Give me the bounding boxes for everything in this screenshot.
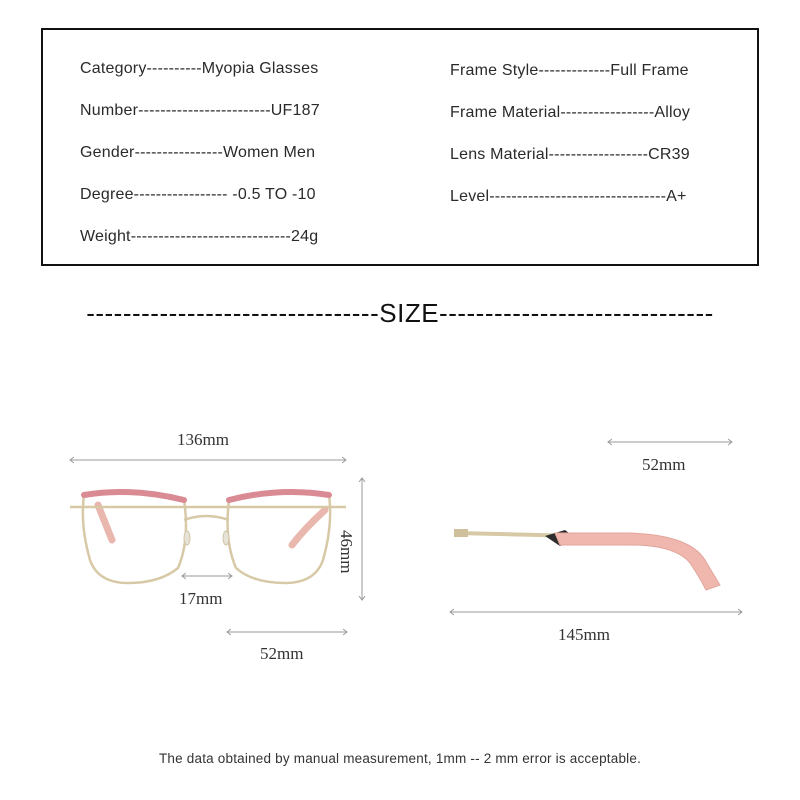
size-heading: --------------------------------SIZE------------------------------ [86, 298, 714, 328]
glasses-front-view [70, 492, 346, 583]
lens-height-label: 46mm [337, 530, 356, 574]
temple-side-view [454, 529, 720, 590]
temple-segment-label: 52mm [642, 455, 686, 474]
left-temple-tip [98, 505, 112, 540]
right-brow-bar [229, 492, 329, 500]
left-nose-pad [184, 531, 190, 545]
spec-frame-material: Frame Material-----------------Alloy [450, 104, 691, 121]
spec-lens-material: Lens Material------------------CR39 [450, 146, 690, 163]
bridge-label: 17mm [179, 589, 223, 608]
total-width-label: 136mm [177, 430, 229, 449]
spec-category: Category----------Myopia Glasses [80, 60, 319, 77]
temple-length-label: 145mm [558, 625, 610, 644]
lens-width-label: 52mm [260, 644, 304, 663]
temple-tip [555, 533, 720, 590]
spec-number: Number------------------------UF187 [80, 102, 320, 119]
spec-gender: Gender----------------Women Men [80, 144, 316, 161]
measurement-footnote: The data obtained by manual measurement, 1mm -- 2 mm error is acceptable. [158, 751, 642, 766]
temple-hinge [454, 529, 468, 537]
right-nose-pad [223, 531, 229, 545]
bridge [184, 516, 229, 520]
left-brow-bar [84, 492, 184, 500]
right-lens-rim [228, 492, 331, 583]
right-temple-tip [292, 510, 325, 545]
spec-level: Level--------------------------------A+ [450, 188, 687, 205]
spec-frame-style: Frame Style-------------Full Frame [450, 62, 689, 79]
spec-degree: Degree----------------- -0.5 TO -10 [80, 186, 316, 203]
spec-weight: Weight-----------------------------24g [80, 228, 319, 245]
